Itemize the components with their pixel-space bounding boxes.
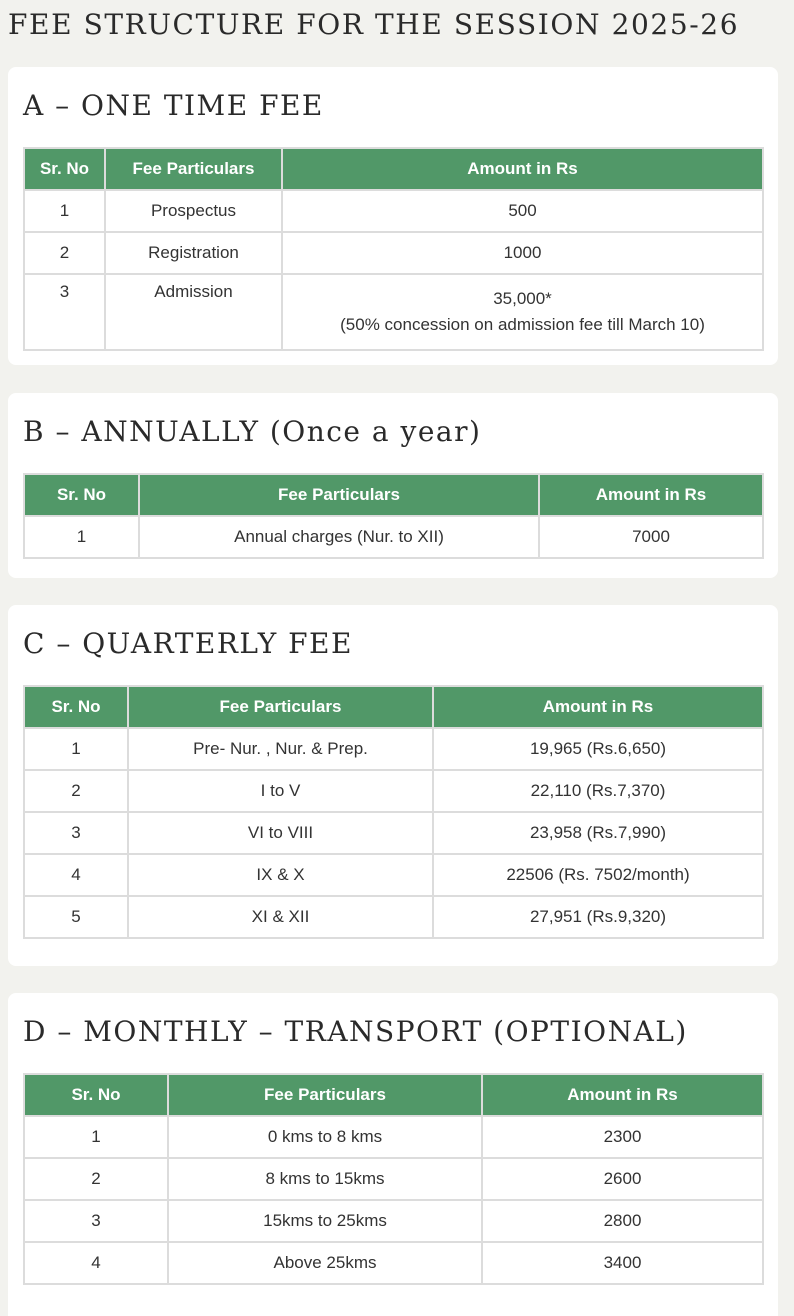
table-row xyxy=(24,1158,763,1200)
cell-amount: 7000 xyxy=(539,516,763,558)
cell-amount: 1000 xyxy=(282,232,763,274)
admission-concession-note: (50% concession on admission fee till March 10) xyxy=(340,315,705,334)
cell-fee-particular: I to V xyxy=(128,770,433,812)
table-row xyxy=(24,232,763,274)
cell-sr-no: 1 xyxy=(24,190,105,232)
cell-sr-no: 5 xyxy=(24,896,128,938)
section-a-card xyxy=(8,67,778,365)
page-title: FEE STRUCTURE FOR THE SESSION 2025-26 xyxy=(8,8,740,41)
cell-amount: 23,958 (Rs.7,990) xyxy=(433,812,763,854)
table-header-row xyxy=(24,474,763,516)
cell-sr-no: 1 xyxy=(24,516,139,558)
cell-fee-particular: Prospectus xyxy=(105,190,282,232)
header-fee-particulars: Fee Particulars xyxy=(168,1074,482,1116)
cell-amount: 2800 xyxy=(482,1200,763,1242)
section-d-title: D – MONTHLY – TRANSPORT (OPTIONAL) xyxy=(23,1015,688,1048)
cell-amount: 22506 (Rs. 7502/month) xyxy=(433,854,763,896)
table-row xyxy=(24,274,763,350)
cell-amount: 22,110 (Rs.7,370) xyxy=(433,770,763,812)
section-b-card xyxy=(8,393,778,578)
cell-fee-particular: VI to VIII xyxy=(128,812,433,854)
cell-sr-no: 3 xyxy=(24,1200,168,1242)
table-row xyxy=(24,854,763,896)
table-row xyxy=(24,896,763,938)
header-amount: Amount in Rs xyxy=(539,474,763,516)
cell-sr-no: 2 xyxy=(24,232,105,274)
table-header-row xyxy=(24,1074,763,1116)
cell-sr-no: 3 xyxy=(24,274,105,350)
cell-sr-no: 4 xyxy=(24,854,128,896)
cell-amount: 2300 xyxy=(482,1116,763,1158)
table-row xyxy=(24,1242,763,1284)
header-sr-no: Sr. No xyxy=(24,686,128,728)
section-a-title: A – ONE TIME FEE xyxy=(23,89,324,122)
cell-sr-no: 3 xyxy=(24,812,128,854)
cell-sr-no: 2 xyxy=(24,770,128,812)
cell-fee-particular: Pre- Nur. , Nur. & Prep. xyxy=(128,728,433,770)
annual-fee-table xyxy=(23,473,764,559)
cell-sr-no: 4 xyxy=(24,1242,168,1284)
header-sr-no: Sr. No xyxy=(24,1074,168,1116)
header-fee-particulars: Fee Particulars xyxy=(105,148,282,190)
header-sr-no: Sr. No xyxy=(24,474,139,516)
table-row xyxy=(24,770,763,812)
section-c-card xyxy=(8,605,778,966)
table-row xyxy=(24,728,763,770)
cell-sr-no: 1 xyxy=(24,728,128,770)
cell-amount: 27,951 (Rs.9,320) xyxy=(433,896,763,938)
table-row xyxy=(24,812,763,854)
one-time-fee-table xyxy=(23,147,764,351)
cell-amount: 3400 xyxy=(482,1242,763,1284)
cell-fee-particular: Admission xyxy=(105,274,282,350)
header-fee-particulars: Fee Particulars xyxy=(128,686,433,728)
cell-fee-particular: Annual charges (Nur. to XII) xyxy=(139,516,539,558)
table-header-row xyxy=(24,148,763,190)
cell-fee-particular: Above 25kms xyxy=(168,1242,482,1284)
header-sr-no: Sr. No xyxy=(24,148,105,190)
cell-fee-particular: 8 kms to 15kms xyxy=(168,1158,482,1200)
header-fee-particulars: Fee Particulars xyxy=(139,474,539,516)
table-row xyxy=(24,190,763,232)
table-row xyxy=(24,516,763,558)
cell-fee-particular: 15kms to 25kms xyxy=(168,1200,482,1242)
quarterly-fee-table xyxy=(23,685,764,939)
header-amount: Amount in Rs xyxy=(433,686,763,728)
cell-sr-no: 1 xyxy=(24,1116,168,1158)
cell-fee-particular: 0 kms to 8 kms xyxy=(168,1116,482,1158)
transport-fee-table xyxy=(23,1073,764,1285)
cell-amount: 2600 xyxy=(482,1158,763,1200)
section-c-title: C – QUARTERLY FEE xyxy=(23,627,353,660)
header-amount: Amount in Rs xyxy=(482,1074,763,1116)
cell-amount xyxy=(282,274,763,350)
cell-fee-particular: IX & X xyxy=(128,854,433,896)
cell-sr-no: 2 xyxy=(24,1158,168,1200)
section-b-title: B – ANNUALLY (Once a year) xyxy=(23,415,482,448)
cell-fee-particular: Registration xyxy=(105,232,282,274)
cell-amount: 500 xyxy=(282,190,763,232)
table-header-row xyxy=(24,686,763,728)
table-row xyxy=(24,1116,763,1158)
header-amount: Amount in Rs xyxy=(282,148,763,190)
section-d-card xyxy=(8,993,778,1316)
cell-fee-particular: XI & XII xyxy=(128,896,433,938)
admission-amount: 35,000* xyxy=(493,289,552,308)
table-row xyxy=(24,1200,763,1242)
cell-amount: 19,965 (Rs.6,650) xyxy=(433,728,763,770)
